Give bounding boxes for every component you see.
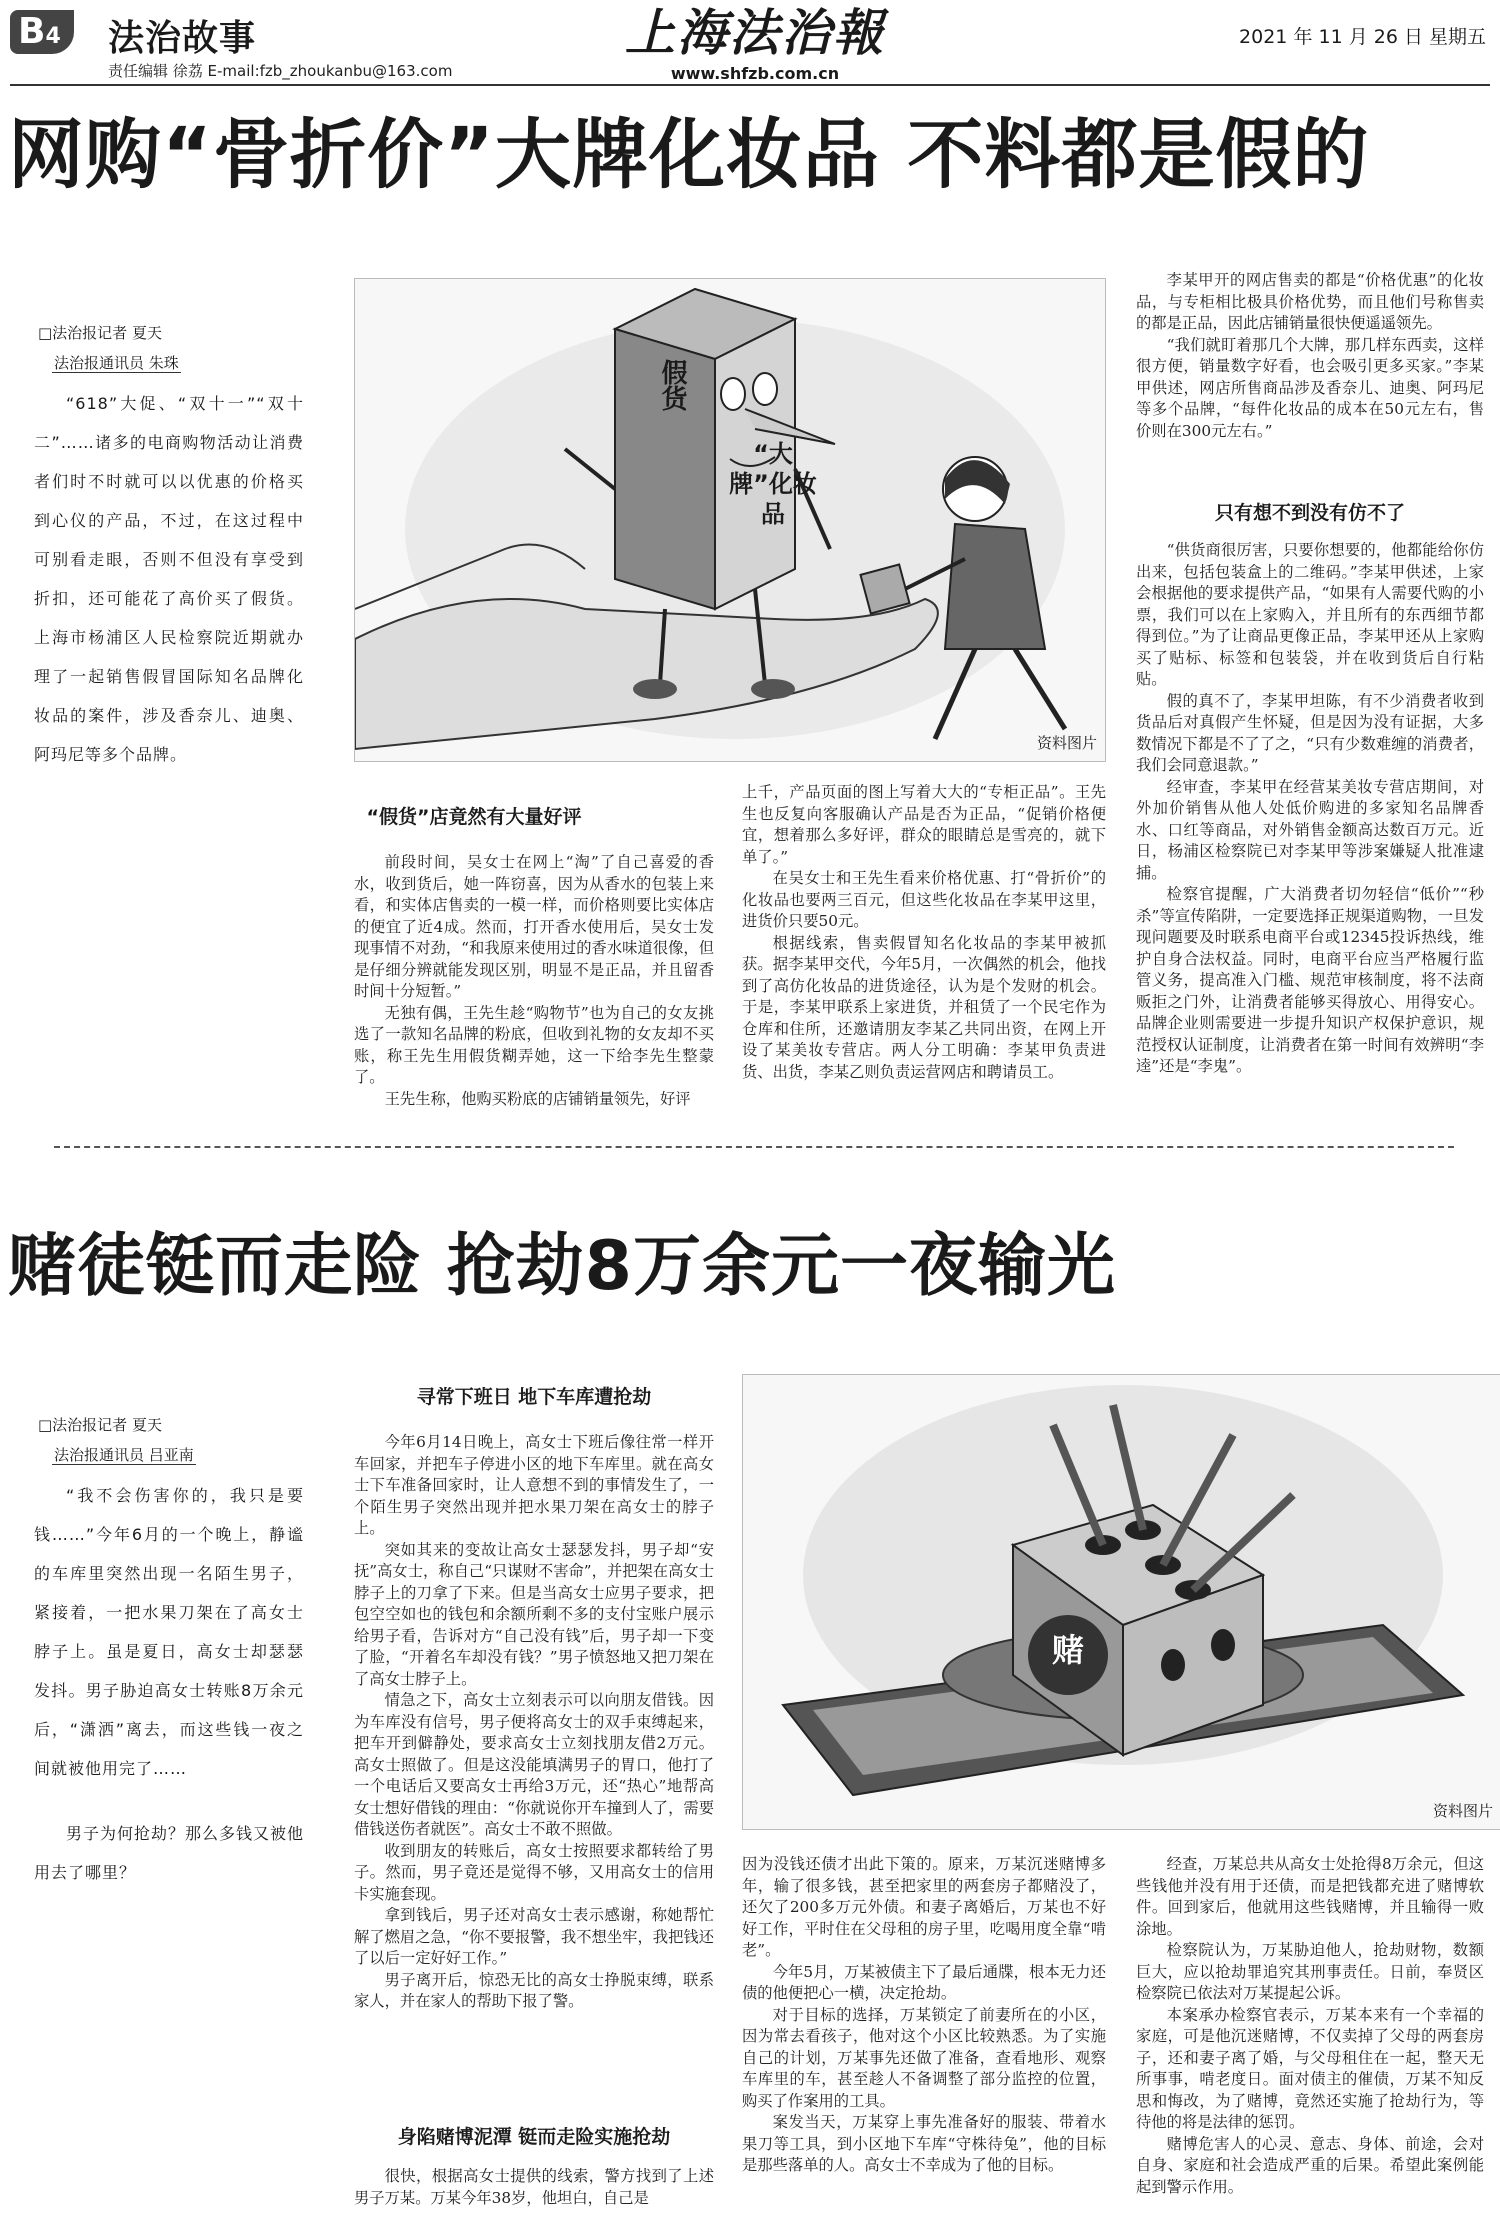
article1-headline: 网购“骨折价”大牌化妆品 不料都是假的	[8, 110, 1370, 199]
article1-byline	[38, 318, 338, 378]
box-label-fake: 假货	[657, 359, 687, 411]
paragraph: 前段时间，吴女士在网上“淘”了自己喜爱的香水，收到货后，她一阵窃喜，因为从香水的包装上来看，和实体店售卖的一模一样，而价格则要比实体店的便宜了近4成。然而，打开香水使用后，吴女士发现事情不对劲，“和我原来使用过的香水味道很像，但是仔细分辨就能发现区别，明显不是正品，并且留香时间十分短暂。”	[354, 853, 714, 1000]
paragraph: 经查，万某总共从高女士处抢得8万余元，但这些钱他并没有用于还债，而是把钱都充进了赌博软件。回到家后，他就用这些钱赌博，并且输得一败涂地。	[1136, 1855, 1484, 1938]
paragraph: 上千，产品页面的图上写着大大的“专柜正品”。王先生也反复向客服确认产品是否为正品，“促销价格便宜，想着那么多好评，群众的眼睛总是雪亮的，就下单了。”	[742, 783, 1106, 866]
paragraph: 很快，根据高女士提供的线索，警方找到了上述男子万某。万某今年38岁，他坦白，自己是	[354, 2167, 714, 2207]
masthead-url: www.shfzb.com.cn	[670, 64, 840, 83]
paragraph: 因为没钱还债才出此下策的。原来，万某沉迷赌博多年，输了很多钱，甚至把家里的两套房子都赌没了，还欠了200多万元外债。和妻子离婚后，万某也不好好工作，平时住在父母租的房子里，吃喝用度全靠“啃老”。	[742, 1855, 1106, 1959]
article2-headline: 赌徒铤而走险 抢劫8万余元一夜输光	[8, 1227, 1116, 1306]
page-number: 4	[45, 24, 61, 49]
article2-subhead1: 寻常下班日 地下车库遭抢劫	[416, 1386, 652, 1408]
paragraph: 突如其来的变故让高女士瑟瑟发抖，男子却“安抚”高女士，称自己“只谋财不害命”，并把架在高女士脖子上的刀拿了下来。但是当高女士应男子要求，把包空空如也的钱包和余额所剩不多的支付宝账户展示给男子看，告诉对方“自己没有钱”后，男子却一下变了脸，“开着名车却没有钱？”男子愤怒地又把刀架在了高女士脖子上。	[354, 1540, 714, 1688]
header-rule	[10, 84, 1490, 86]
paragraph: 无独有偶，王先生趁“购物节”也为自己的女友挑选了一款知名品牌的粉底，但收到礼物的女友却不买账，称王先生用假货糊弄她，这一下给李先生整蒙了。	[354, 1003, 714, 1086]
paragraph: 今年5月，万某被债主下了最后通牒，根本无力还债的他便把心一横，决定抢劫。	[742, 1962, 1106, 2002]
article1-col2	[742, 782, 1106, 1134]
paragraph: 在吴女士和王先生看来价格优惠、打“骨折价”的化妆品也要两三百元，但这些化妆品在李某甲这里，进货价只要50元。	[742, 869, 1106, 930]
correspondent: 法治报通讯员 朱珠	[54, 354, 179, 372]
paragraph: 案发当天，万某穿上事先准备好的服装、带着水果刀等工具，到小区地下车库“守株待兔”，他的目标是那些落单的人。高女士不幸成为了他的目标。	[742, 2113, 1106, 2174]
reporter: □法治报记者 夏天	[38, 324, 162, 342]
paragraph: 本案承办检察官表示，万某本来有一个幸福的家庭，可是他沉迷赌博，不仅卖掉了父母的两套房子，还和妻子离了婚，与父母租住在一起，整天无所事事，啃老度日。面对债主的催债，万某不知反思和悔改，为了赌博，竟然还实施了抢劫行为，等待他的将是法律的惩罚。	[1136, 2005, 1484, 2131]
paragraph: 对于目标的选择，万某锁定了前妻所在的小区，因为常去看孩子，他对这个小区比较熟悉。为了实施自己的计划，万某事先还做了准备，查看地形、观察车库里的车，甚至趁人不备调整了部分监控的位置，购买了作案用的工具。	[742, 2005, 1106, 2110]
masthead: 上海法治報	[625, 3, 885, 62]
article-divider	[54, 1146, 1454, 1148]
article2-col1-end	[354, 2166, 714, 2222]
article2-col1	[354, 1432, 714, 2100]
reporter2: □法治报记者 夏天	[38, 1416, 162, 1434]
paragraph: 收到朋友的转账后，高女士按照要求都转给了男子。然而，男子竟还是觉得不够，又用高女士的信用卡实施套现。	[354, 1841, 714, 1903]
page-badge	[10, 10, 74, 54]
correspondent2: 法治报通讯员 吕亚南	[54, 1446, 194, 1464]
paragraph: “供货商很厉害，只要你想要的，他都能给你仿出来，包括包装盒上的二维码。”李某甲供述，上家会根据他的要求提供产品，“如果有人需要代购的小票，我们可以在上家购入，并且所有的东西细节都得到位。”为了让商品更像正品，李某甲还从上家购买了贴标、标签和包装袋，并在收到货后自行粘贴。	[1136, 541, 1484, 688]
paragraph: 情急之下，高女士立刻表示可以向朋友借钱。因为车库没有信号，男子便将高女士的双手束缚起来，把车开到僻静处，要求高女士立刻找朋友借2万元。高女士照做了。但是这没能填满男子的胃口，他打了一个电话后又要高女士再给3万元，还“热心”地帮高女士想好借钱的理由：“你就说你开车撞到人了，需要借钱送伤者就医”。高女士不敢不照做。	[354, 1691, 714, 1838]
counterfeit-cosmetics-illustration	[354, 278, 1106, 762]
paragraph: 检察官提醒，广大消费者切勿轻信“低价”“秒杀”等宣传陷阱，一定要选择正规渠道购物，一旦发现问题要及时联系电商平台或12345投诉热线，维护自身合法权益。同时，电商平台应当严格履行监管义务，提高准入门槛、规范审核制度，将不法商贩拒之门外，让消费者能够买得放心、用得安心。品牌企业则需要进一步提升知识产权保护意识，规范授权认证制度，让消费者在第一时间有效辨明“李逵”还是“李鬼”。	[1136, 885, 1484, 1075]
article1-lede: “618”大促、“双十一”“双十二”……诸多的电商购物活动让消费者们时不时就可以以优惠的价格买到心仪的产品，不过，在这过程中可别看走眼，否则不但没有享受到折扣，还可能花了高价买了假货。上海市杨浦区人民检察院近期就办理了一起销售假冒国际知名品牌化妆品的案件，涉及香奈儿、迪奥、阿玛尼等多个品牌。	[34, 394, 304, 764]
paragraph: 王先生称，他购买粉底的店铺销量领先，好评	[384, 1089, 691, 1108]
gambling-dice-illustration	[742, 1374, 1500, 1830]
article1-col1	[354, 852, 714, 1134]
image1-caption: 资料图片	[1036, 734, 1097, 752]
paragraph: 根据线索，售卖假冒知名化妆品的李某甲被抓获。据李某甲交代，今年5月，一次偶然的机会，他找到了高仿化妆品的进货途径，认为是个发财的机会。于是，李某甲联系上家进货，并租赁了一个民宅作为仓库和住所，还邀请朋友李某乙共同出资，在网上开设了某美妆专营店。两人分工明确：李某甲负责进货、出货，李某乙则负责运营网店和聘请员工。	[742, 933, 1106, 1081]
article2-col3	[1136, 1854, 1484, 2226]
article2-col2	[742, 1854, 1106, 2226]
image2-caption: 资料图片	[1432, 1802, 1493, 1820]
issue-date: 2021 年 11 月 26 日 星期五	[1239, 26, 1486, 48]
article2-lede: “我不会伤害你的，我只是要钱……”今年6月的一个晚上，静谧的车库里突然出现一名陌生男子，紧接着，一把水果刀架在了高女士脖子上。虽是夏日，高女士却瑟瑟发抖。男子胁迫高女士转账8万余元后，“潇洒”离去，而这些钱一夜之间就被他用完了……	[34, 1486, 304, 1778]
article2-lede2: 男子为何抢劫？那么多钱又被他用去了哪里？	[34, 1824, 305, 1882]
section-title: 法治故事	[108, 18, 257, 59]
paragraph: 检察院认为，万某胁迫他人，抢劫财物，数额巨大，应以抢劫罪追究其刑事责任。日前，奉贤区检察院已依法对万某提起公诉。	[1136, 1941, 1484, 2002]
article1-subhead1: “假货”店竟然有大量好评	[366, 806, 582, 828]
article1-subhead2: 只有想不到没有仿不了	[1214, 502, 1405, 524]
paragraph: 拿到钱后，男子还对高女士表示感谢，称她帮忙解了燃眉之急，“你不要报警，我不想坐牢，我把钱还了以后一定好好工作。”	[354, 1906, 714, 1967]
dice-label: 赌	[1051, 1631, 1084, 1669]
article2-subhead2: 身陷赌博泥潭 铤而走险实施抢劫	[397, 2126, 671, 2148]
paragraph: 李某甲开的网店售卖的都是“价格优惠”的化妆品，与专柜相比极具价格优势，而且他们号称售卖的都是正品，因此店铺销量很快便遥遥领先。	[1136, 271, 1484, 332]
paragraph: “我们就盯着那几个大牌，那几样东西卖，这样很方便，销量数字好看，也会吸引更多买家。”李某甲供述，网店所售商品涉及香奈儿、迪奥、阿玛尼等多个品牌，“每件化妆品的成本在50元左右，售价则在300元左右。”	[1136, 335, 1484, 440]
editor-line: 责任编辑 徐荔 E-mail:fzb_zhoukanbu@163.com	[108, 62, 453, 80]
paragraph: 今年6月14日晚上，高女士下班后像往常一样开车回家，并把车子停进小区的地下车库里。就在高女士下车准备回家时，让人意想不到的事情发生了，一个陌生男子突然出现并把水果刀架在高女士的脖子上。	[354, 1433, 714, 1537]
article1-col3-top	[1136, 270, 1484, 466]
article1-col3-bottom	[1136, 540, 1484, 1134]
article2-byline	[38, 1410, 338, 1470]
paragraph: 赌博危害人的心灵、意志、身体、前途，会对自身、家庭和社会造成严重的后果。希望此案例能起到警示作用。	[1136, 2134, 1484, 2196]
paragraph: 经审查，李某甲在经营某美妆专营店期间，对外加价销售从他人处低价购进的多家知名品牌香水、口红等商品，对外销售金额高达数百万元。近日，杨浦区检察院已对李某甲等涉案嫌疑人批准逮捕。	[1136, 777, 1484, 882]
dice-phone-illustration-icon	[743, 1375, 1500, 1830]
paragraph: 男子离开后，惊恐无比的高女士挣脱束缚，联系家人，并在家人的帮助下报了警。	[354, 1970, 714, 2010]
box-label-brand: “大牌”化妆品	[729, 440, 817, 528]
paragraph: 假的真不了，李某甲坦陈，有不少消费者收到货品后对真假产生怀疑，但是因为没有证据，大多数情况下都是不了了之，“只有少数难缠的消费者，我们会同意退款。”	[1136, 691, 1484, 774]
page-letter: B	[18, 11, 46, 52]
